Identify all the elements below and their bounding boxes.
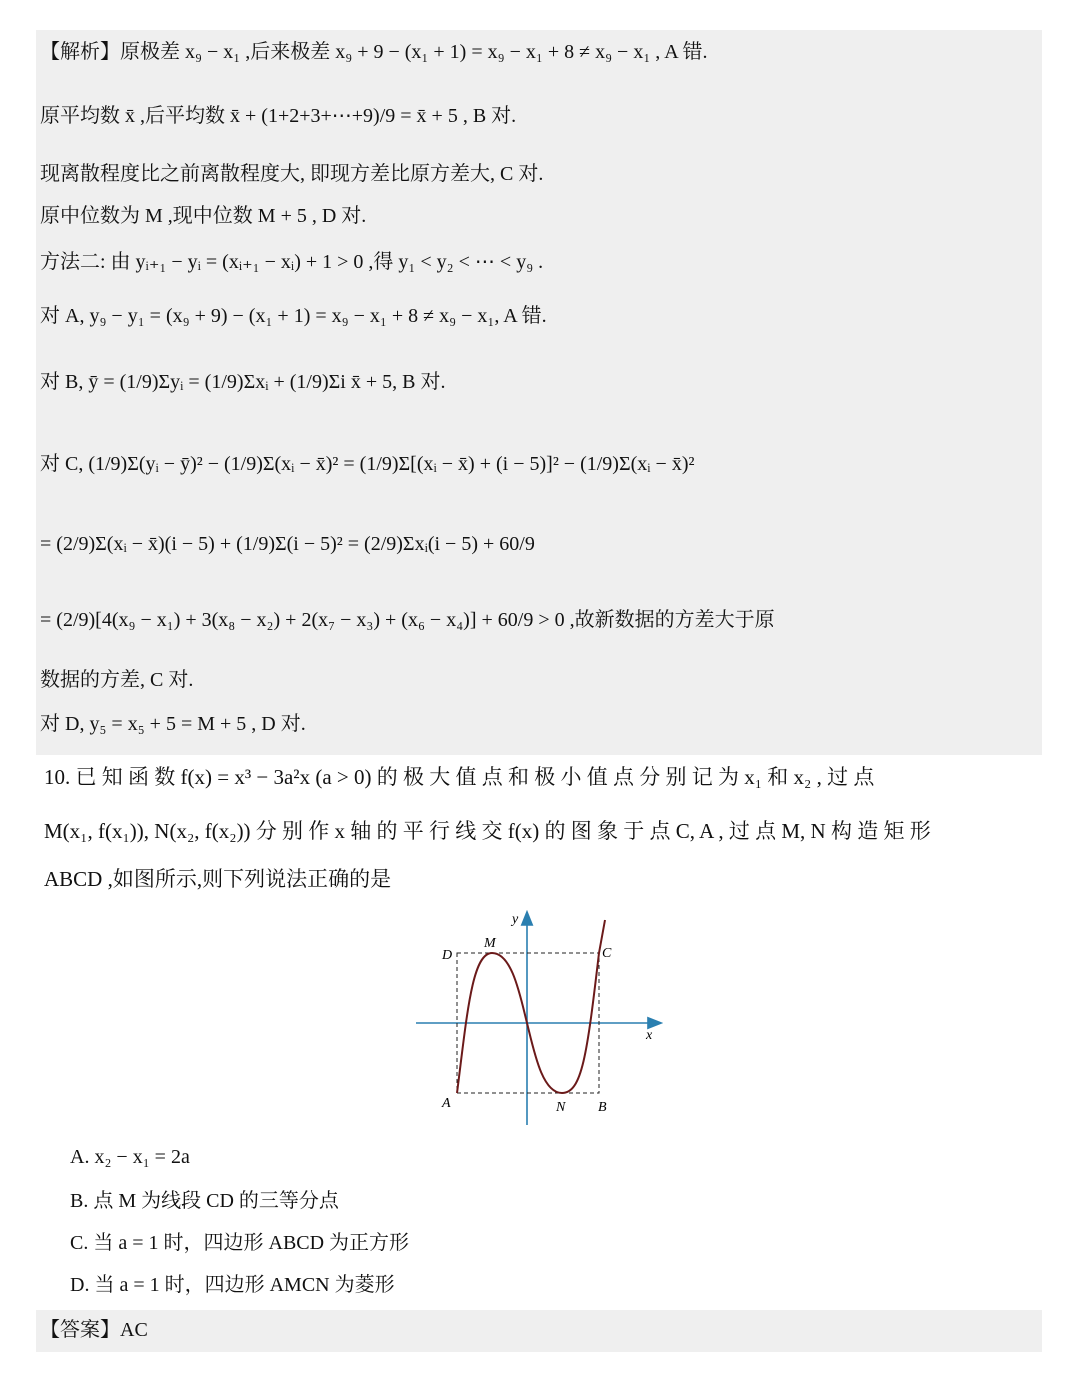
analysis-line-4: 原中位数为 M ,现中位数 M + 5 , D 对. [40,205,367,227]
question-number: 10. [44,765,71,789]
label-B: B [598,1100,607,1115]
analysis-line-2: 原平均数 x̄ ,后平均数 x̄ + (1+2+3+⋯+9)/9 = x̄ + 5 , B 对. [40,105,517,127]
option-b: B. 点 M 为线段 CD 的三等分点 [70,1190,339,1212]
answer-text: 【答案】AC [40,1319,148,1341]
label-D: D [442,948,453,963]
question-text-1: 已 知 函 数 f(x) = x³ − 3a²x (a > 0) 的 极 大 值 点 和 极 小 值 点 分 别 记 为 x₁ 和 x₂ , 过 点 [75,765,875,789]
answer-background [36,1310,1042,1352]
analysis-line-1: 【解析】原极差 x₉ − x₁ ,后来极差 x₉ + 9 − (x₁ + 1) = x₉ − x₁ + 8 ≠ x₉ − x₁ , A 错. [40,41,708,63]
label-x: x [646,1028,653,1043]
analysis-line-12: 对 D, y₅ = x₅ + 5 = M + 5 , D 对. [40,713,306,735]
analysis-line-3: 现离散程度比之前离散程度大, 即现方差比原方差大, C 对. [40,163,544,185]
question-line-3: ABCD ,如图所示,则下列说法正确的是 [44,867,392,891]
analysis-line-5: 方法二: 由 yᵢ₊₁ − yᵢ = (xᵢ₊₁ − xᵢ) + 1 > 0 ,得 y₁ < y₂ < ⋯ < y₉ . [40,251,544,273]
option-d: D. 当 a = 1 时，四边形 AMCN 为菱形 [70,1274,395,1296]
question-line-2: M(x₁, f(x₁)), N(x₂, f(x₂)) 分 别 作 x 轴 的 平 行 线 交 f(x) 的 图 象 于 点 C, A , 过 点 M, N 构 造 矩 形 [44,819,931,843]
option-a: A. x₂ − x₁ = 2a [70,1146,190,1168]
cubic-curve [457,920,605,1093]
label-M: M [484,936,496,951]
function-graph [412,905,672,1130]
question-line-1 [44,762,874,792]
analysis-line-7: 对 B, ȳ = (1/9)Σyᵢ = (1/9)Σxᵢ + (1/9)Σi x̄ + 5, B 对. [40,371,446,393]
label-N: N [556,1100,566,1115]
analysis-line-10: = (2/9)[4(x₉ − x₁) + 3(x₈ − x₂) + 2(x₇ − x₃) + (x₆ − x₄)] + 60/9 > 0 ,故新数据的方差大于原 [40,609,775,631]
label-A: A [442,1096,451,1111]
analysis-line-8: 对 C, (1/9)Σ(yᵢ − ȳ)² − (1/9)Σ(xᵢ − x̄)² = (1/9)Σ[(xᵢ − x̄) + (i − 5)]² − (1/9)Σ(xᵢ − x̄)² [40,453,695,475]
label-y: y [512,912,519,927]
analysis-line-6: 对 A, y₉ − y₁ = (x₉ + 9) − (x₁ + 1) = x₉ − x₁ + 8 ≠ x₉ − x₁, A 错. [40,305,547,327]
label-C: C [602,946,612,961]
analysis-line-11: 数据的方差, C 对. [40,669,194,691]
option-c: C. 当 a = 1 时，四边形 ABCD 为正方形 [70,1232,410,1254]
analysis-line-9: = (2/9)Σ(xᵢ − x̄)(i − 5) + (1/9)Σ(i − 5)² = (2/9)Σxᵢ(i − 5) + 60/9 [40,533,535,555]
